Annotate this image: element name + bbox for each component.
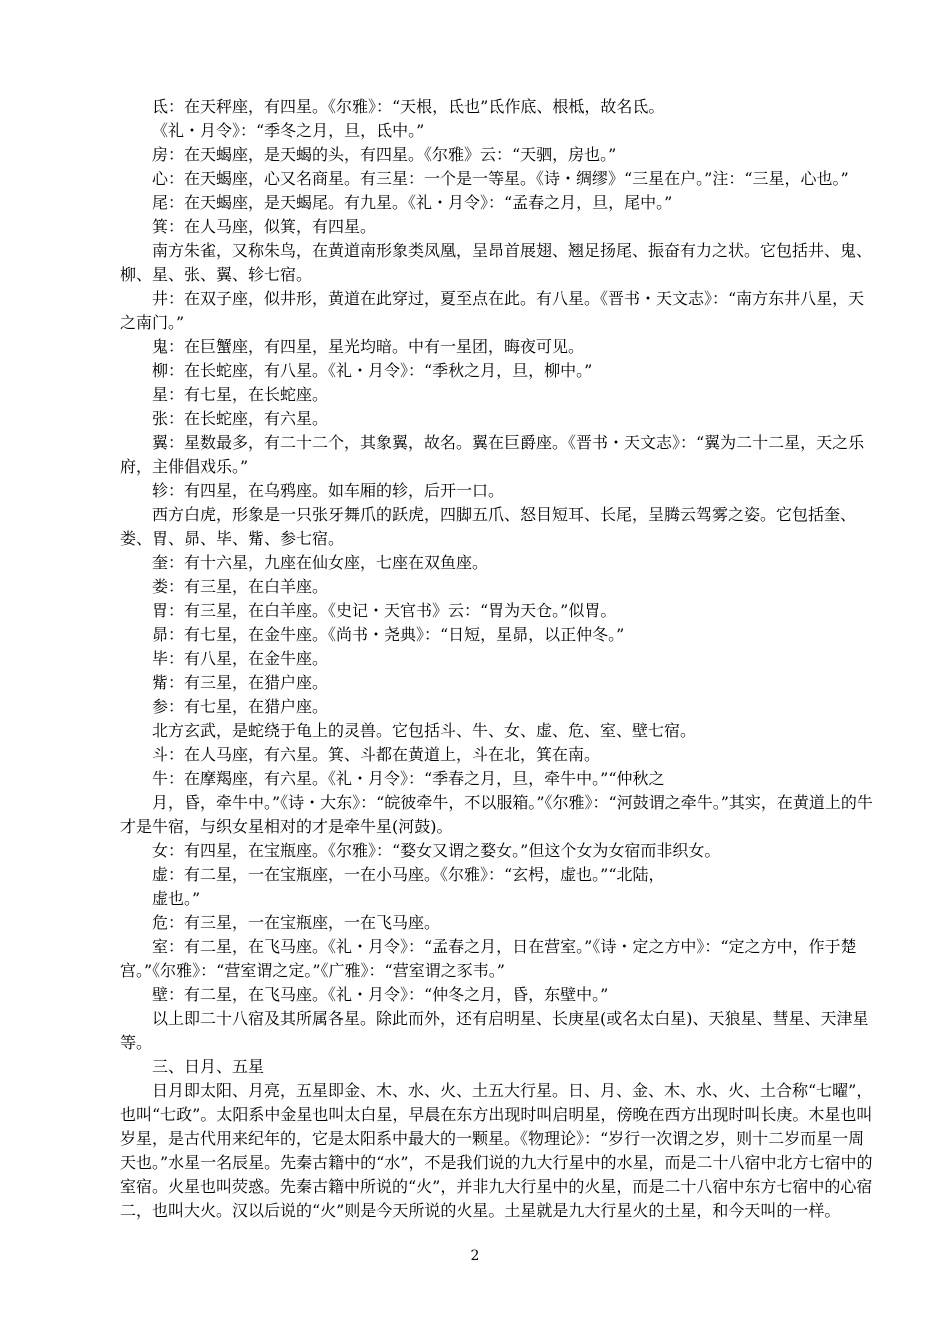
paragraph: 心：在天蝎座，心又名商星。有三星：一个是一等星。《诗・绸缪》“三星在户。”注：“三星，心也。”: [152, 169, 849, 188]
paragraph: 井：在双子座，似井形，黄道在此穿过，夏至点在此。有八星。《晋书・天文志》：“南方东井八星，天之南门。”: [120, 289, 865, 332]
paragraph: 牛：在摩羯座，有六星。《礼・月令》：“季春之月，旦，牵牛中。”“仲秋之: [152, 769, 665, 788]
paragraph: 危：有三星，一在宝瓶座，一在飞马座。: [152, 913, 441, 932]
paragraph: 《礼・月令》：“季冬之月，旦，氐中。”: [152, 121, 425, 140]
paragraph: 斗：在人马座，有六星。箕、斗都在黄道上，斗在北，箕在南。: [152, 745, 601, 764]
paragraph: 日月即太阳、月亮，五星即金、木、水、火、土五大行星。日、月、金、木、水、火、土合称“七曜”，也叫“七政”。太阳系中金星也叫太白星，早晨在东方出现时叫启明星，傍晚在西方出现时叫长庚。木星也叫岁星，是古代用来纪年的，它是太阳系中最大的一颗星。《物理论》：“岁行一次谓之岁，则十二岁而星一周天也。”水星一名辰星。先秦古籍中的“水”，不是我们说的九大行星中的水星，而是二十八宿中北方七宿中的室宿。火星也叫荧惑。先秦古籍中所说的“火”，并非九大行星中的火星，而是二十八宿中东方七宿中的心宿二，也叫大火。汉以后说的“火”则是今天所说的火星。土星就是九大行星火的土星，和今天叫的一样。: [120, 1081, 873, 1220]
paragraph: 虚也。”: [152, 889, 201, 908]
paragraph: 壁：有二星，在飞马座。《礼・月令》：“仲冬之月，昏，东壁中。”: [152, 985, 609, 1004]
paragraph: 昴：有七星，在金牛座。《尚书・尧典》：“日短，星昴，以正仲冬。”: [152, 625, 625, 644]
paragraph: 张：在长蛇座，有六星。: [152, 409, 329, 428]
paragraph: 氐：在天秤座，有四星。《尔雅》：“天根，氐也”氐作底、根柢，故名氐。: [152, 97, 665, 116]
paragraph: 娄：有三星，在白羊座。: [152, 577, 329, 596]
paragraph: 房：在天蝎座，是天蝎的头，有四星。《尔雅》云：“天驷，房也。”: [152, 145, 617, 164]
page-number: 2: [470, 1248, 480, 1264]
paragraph: 柳：在长蛇座，有八星。《礼・月令》：“季秋之月，旦，柳中。”: [152, 361, 593, 380]
paragraph: 翼：星数最多，有二十二个，其象翼，故名。翼在巨爵座。《晋书・天文志》：“翼为二十二星，天之乐府，主俳倡戏乐。”: [120, 433, 865, 476]
paragraph: 毕：有八星，在金牛座。: [152, 649, 329, 668]
paragraph: 虚：有二星，一在宝瓶座，一在小马座。《尔雅》：“玄枵，虚也。”“北陆，: [152, 865, 665, 884]
paragraph: 轸：有四星，在乌鸦座。如车厢的轸，后开一口。: [152, 481, 505, 500]
paragraph: 西方白虎，形象是一只张牙舞爪的跃虎，四脚五爪、怒目短耳、长尾，呈腾云驾雾之姿。它包括奎、娄、胃、昴、毕、觜、参七宿。: [120, 505, 857, 548]
paragraph: 奎：有十六星，九座在仙女座，七座在双鱼座。: [152, 553, 489, 572]
paragraph: 尾：在天蝎座，是天蝎尾。有九星。《礼・月令》：“孟春之月，旦，尾中。”: [152, 193, 673, 212]
paragraph: 胃：有三星，在白羊座。《史记・天官书》云：“胃为天仓。”似胃。: [152, 601, 617, 620]
paragraph: 月，昏，牵牛中。”《诗・大东》：“皖彼牵牛，不以服箱。”《尔雅》：“河鼓谓之牵牛。”其实，在黄道上的牛才是牛宿，与织女星相对的才是牵牛星(河鼓)。: [120, 793, 873, 836]
paragraph: 觜：有三星，在猎户座。: [152, 673, 329, 692]
paragraph: 鬼：在巨蟹座，有四星，星光均暗。中有一星团，晦夜可见。: [152, 337, 585, 356]
paragraph: 三、日月、五星: [152, 1057, 265, 1076]
paragraph: 箕：在人马座，似箕，有四星。: [152, 217, 377, 236]
paragraph: 南方朱雀，又称朱鸟，在黄道南形象类凤凰，呈昂首展翅、翘足扬尾、振奋有力之状。它包括井、鬼、柳、星、张、翼、轸七宿。: [120, 241, 873, 284]
paragraph: 北方玄武，是蛇绕于龟上的灵兽。它包括斗、牛、女、虚、危、室、壁七宿。: [152, 721, 697, 740]
paragraph: 星：有七星，在长蛇座。: [152, 385, 329, 404]
paragraph: 参：有七星，在猎户座。: [152, 697, 329, 716]
document-body: [120, 95, 880, 1223]
paragraph: 室：有二星，在飞马座。《礼・月令》：“孟春之月，日在营室。”《诗・定之方中》：“定之方中，作于楚宫。”《尔雅》：“营室谓之定。”《广雅》：“营室谓之豕韦。”: [120, 937, 857, 980]
paragraph: 女：有四星，在宝瓶座。《尔雅》：“婺女又谓之婺女。”但这个女为女宿而非织女。: [152, 841, 721, 860]
paragraph: 以上即二十八宿及其所属各星。除此而外，还有启明星、长庚星(或名太白星)、天狼星、彗星、天津星等。: [120, 1009, 869, 1052]
